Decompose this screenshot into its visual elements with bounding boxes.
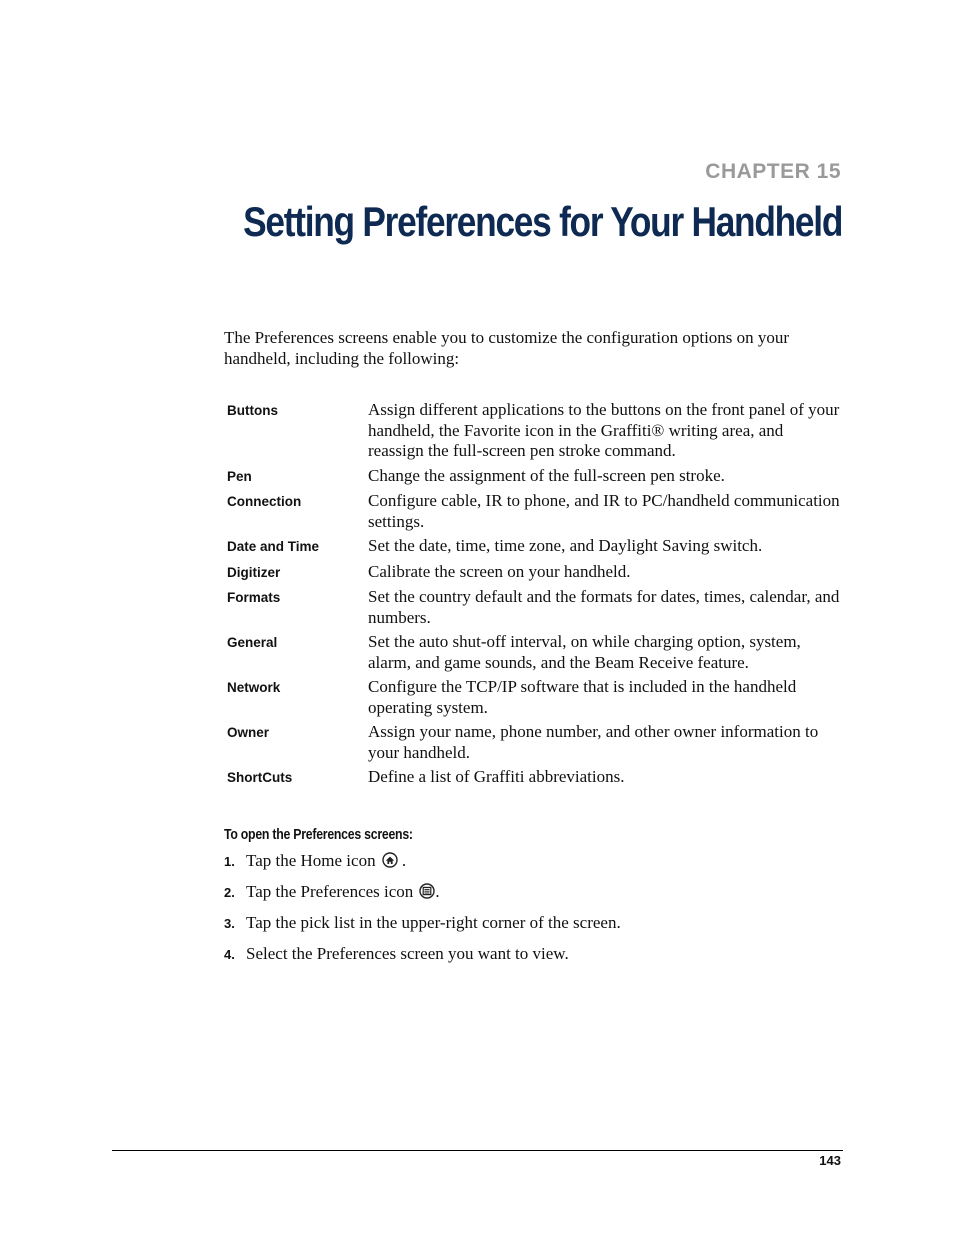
pref-term: Buttons [227, 403, 278, 418]
pref-desc: Change the assignment of the full-screen pen stroke. [368, 465, 725, 485]
table-row [227, 767, 843, 793]
page-title: Setting Preferences for Your Handheld [242, 198, 842, 245]
list-item [224, 849, 844, 880]
step-text: Tap the pick list in the upper-right corner of the screen. [246, 913, 621, 932]
pref-desc: Set the country default and the formats for dates, times, calendar, and numbers. [368, 587, 840, 627]
list-item [224, 942, 844, 973]
table-row [227, 491, 843, 536]
pref-term: ShortCuts [227, 770, 293, 785]
footer-rule [112, 1150, 843, 1151]
pref-desc: Set the auto shut-off interval, on while charging option, system, alarm, and game sounds, and the Beam Receive feature. [368, 632, 801, 672]
procedure-steps [224, 849, 844, 973]
step-number: 4. [224, 947, 235, 962]
step-text: Tap the Preferences icon [246, 882, 414, 901]
preferences-icon [419, 882, 435, 906]
pref-desc: Calibrate the screen on your handheld. [368, 561, 631, 581]
pref-desc: Define a list of Graffiti abbreviations. [368, 767, 625, 786]
pref-term: General [227, 635, 278, 650]
pref-term: Connection [227, 494, 302, 509]
step-number: 2. [224, 885, 235, 900]
table-row [227, 466, 843, 492]
step-number: 1. [224, 854, 235, 869]
step-text: Tap the Home icon [246, 851, 376, 870]
procedure-heading: To open the Preferences screens: [224, 826, 413, 843]
table-row [227, 562, 843, 588]
preferences-table [227, 400, 843, 793]
step-text: Select the Preferences screen you want to view. [246, 944, 569, 963]
home-icon [382, 851, 398, 875]
table-row [227, 400, 843, 466]
pref-term: Formats [227, 590, 281, 605]
table-row [227, 677, 843, 722]
table-row [227, 722, 843, 767]
pref-term: Owner [227, 725, 270, 740]
pref-term: Network [227, 680, 281, 695]
pref-desc: Assign different applications to the buttons on the front panel of your handheld, the Favorite icon in the Graffiti® writing area, and reassign the full-screen pen stroke command. [368, 400, 840, 460]
pref-desc: Set the date, time, time zone, and Daylight Saving switch. [368, 536, 763, 555]
pref-desc: Assign your name, phone number, and other owner information to your handheld. [368, 722, 819, 762]
list-item [224, 911, 844, 942]
list-item [224, 880, 844, 911]
intro-paragraph: The Preferences screens enable you to customize the configuration options on your handheld, including the following: [224, 328, 790, 368]
pref-term: Digitizer [227, 564, 281, 580]
table-row [227, 632, 843, 677]
pref-term: Date and Time [227, 539, 320, 554]
step-number: 3. [224, 916, 235, 931]
step-suffix: . [435, 882, 440, 901]
step-suffix: . [397, 851, 407, 870]
table-row [227, 536, 843, 562]
page-number: 143 [819, 1153, 841, 1168]
pref-desc: Configure the TCP/IP software that is included in the handheld operating system. [368, 677, 797, 717]
chapter-label: CHAPTER 15 [705, 160, 841, 183]
pref-desc: Configure cable, IR to phone, and IR to PC/handheld communication settings. [368, 491, 840, 531]
table-row [227, 587, 843, 632]
pref-term: Pen [227, 468, 252, 484]
